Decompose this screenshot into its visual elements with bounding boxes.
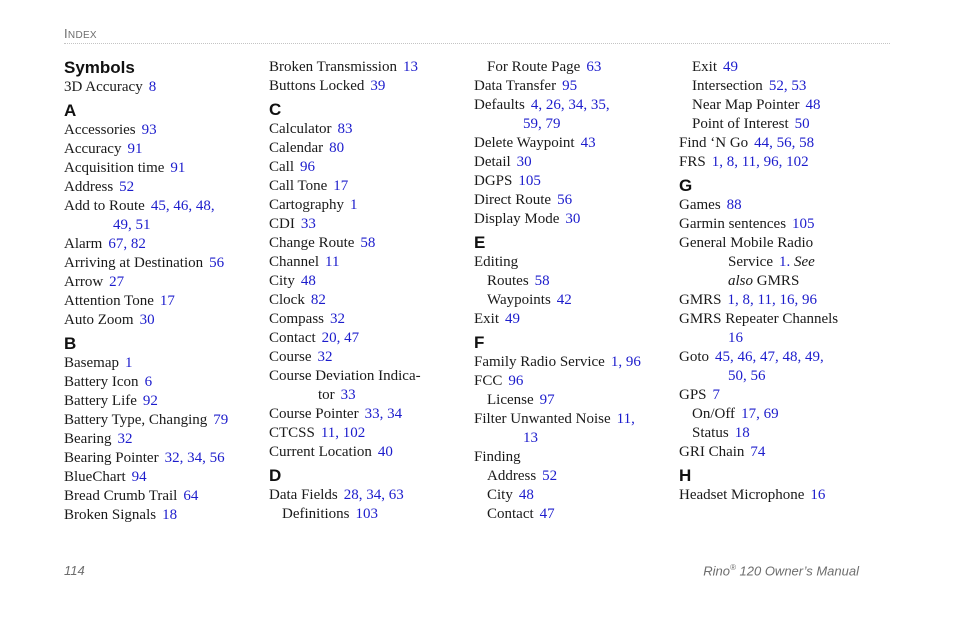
page-link[interactable]: 30 <box>516 154 532 170</box>
manual-title: Rino® 120 Owner’s Manual <box>703 563 859 579</box>
page-link[interactable]: 1, 96 <box>610 354 641 370</box>
page-link[interactable]: 48 <box>518 487 534 503</box>
section-heading-c: C <box>269 100 282 119</box>
page-link[interactable]: 13 <box>523 430 538 446</box>
page-link[interactable]: 16 <box>810 487 826 503</box>
index-entry: Bearing 32 <box>64 431 133 447</box>
index-entry: Channel 11 <box>269 254 340 270</box>
page-link[interactable]: 28, 34, 63 <box>343 487 404 503</box>
page-link[interactable]: 49 <box>723 59 738 75</box>
index-entry: Call 96 <box>269 159 315 175</box>
page-link[interactable]: 7 <box>712 387 721 403</box>
page-link[interactable]: 39 <box>370 78 386 94</box>
index-entry: Course Pointer 33, 34 <box>269 406 403 422</box>
index-entry: Detail 30 <box>474 154 532 170</box>
page-link[interactable]: 33 <box>300 216 316 232</box>
index-subentry: Status 18 <box>692 425 750 441</box>
index-entry: Contact 20, 47 <box>269 330 360 346</box>
index-entry-continuation: Service 1. See <box>728 254 815 270</box>
page-link[interactable]: 4, 26, 34, 35, <box>530 97 610 113</box>
index-entry: Buttons Locked 39 <box>269 78 386 94</box>
page-link[interactable]: 18 <box>734 425 750 441</box>
index-entry: Bread Crumb Trail 64 <box>64 488 199 504</box>
section-heading-d: D <box>269 466 282 485</box>
index-entry: GRI Chain 74 <box>679 444 766 460</box>
index-entry: GPS 7 <box>679 387 721 403</box>
page-link[interactable]: 96 <box>300 159 315 175</box>
page-link[interactable]: 56 <box>209 255 225 271</box>
page-link[interactable]: 11 <box>325 254 340 270</box>
index-entry: Delete Waypoint 43 <box>474 135 596 151</box>
page-link[interactable]: 1. <box>778 254 791 270</box>
index-entry: Clock 82 <box>269 292 326 308</box>
page-link[interactable]: 64 <box>183 488 199 504</box>
index-subentry: Point of Interest 50 <box>692 116 810 132</box>
index-entry: City 48 <box>269 273 316 289</box>
page-link[interactable]: 83 <box>337 121 353 137</box>
index-entry-continuation <box>474 429 674 448</box>
page-link[interactable]: 11, <box>616 411 635 427</box>
page-link[interactable]: 63 <box>586 59 602 75</box>
index-entry: Data Transfer 95 <box>474 78 578 94</box>
page-link[interactable]: 6 <box>144 374 153 390</box>
page-link[interactable]: 11, 102 <box>320 425 366 441</box>
index-entry: Add to Route 45, 46, 48, <box>64 198 215 214</box>
index-entry: Accessories 93 <box>64 122 157 138</box>
page-link[interactable]: 32 <box>330 311 346 327</box>
page-link[interactable]: 94 <box>131 469 147 485</box>
page-link[interactable]: 32 <box>317 349 333 365</box>
index-entry: Defaults 4, 26, 34, 35, <box>474 97 610 113</box>
index-entry-continuation <box>679 329 879 348</box>
index-subentry: On/Off 17, 69 <box>692 406 779 422</box>
page-link[interactable]: 30 <box>565 211 581 227</box>
index-subentry: City 48 <box>487 487 534 503</box>
page-link[interactable]: 32 <box>117 431 133 447</box>
page-link[interactable]: 45, 46, 48, <box>150 198 215 214</box>
section-heading-f: F <box>474 333 485 352</box>
page-link[interactable]: 43 <box>580 135 596 151</box>
index-entry: Compass 32 <box>269 311 346 327</box>
page-link[interactable]: 56 <box>557 192 573 208</box>
index-entry: Finding <box>474 449 521 465</box>
index-entry: Games 88 <box>679 197 742 213</box>
index-entry: Find ‘N Go 44, 56, 58 <box>679 135 815 151</box>
index-entry: Filter Unwanted Noise 11, <box>474 411 635 427</box>
page-link[interactable]: 74 <box>750 444 766 460</box>
page-link[interactable]: 49 <box>505 311 520 327</box>
page-link[interactable]: 103 <box>355 506 378 522</box>
index-entry: 3D Accuracy 8 <box>64 79 157 95</box>
page-link[interactable]: 91 <box>127 141 143 157</box>
index-entry: General Mobile Radio <box>679 235 814 251</box>
index-entry: CDI 33 <box>269 216 316 232</box>
index-entry: Basemap 1 <box>64 355 133 371</box>
page-link[interactable]: 79 <box>213 412 229 428</box>
page-link[interactable]: 48 <box>805 97 821 113</box>
page-link[interactable]: 17 <box>159 293 175 309</box>
page-link[interactable]: 58 <box>534 273 550 289</box>
page-link[interactable]: 50 <box>794 116 810 132</box>
page-link[interactable]: 1 <box>349 197 358 213</box>
index-entry-continuation: tor 33 <box>318 387 356 403</box>
page-link[interactable]: 80 <box>329 140 345 156</box>
index-subentry: Waypoints 42 <box>487 292 572 308</box>
section-heading-e: E <box>474 233 486 252</box>
running-header: INDEX <box>64 26 890 44</box>
index-entry-continuation: also GMRS <box>728 273 800 289</box>
page-link[interactable]: 52, 53 <box>768 78 807 94</box>
index-entry: Bearing Pointer 32, 34, 56 <box>64 450 225 466</box>
index-entry: Call Tone 17 <box>269 178 349 194</box>
page-link[interactable]: 105 <box>518 173 541 189</box>
page-link[interactable]: 88 <box>726 197 742 213</box>
page-link[interactable]: 17, 69 <box>741 406 779 422</box>
index-entry: FRS 1, 8, 11, 96, 102 <box>679 154 809 170</box>
index-entry: Arrow 27 <box>64 274 125 290</box>
page-link[interactable]: 30 <box>139 312 155 328</box>
page-link[interactable]: 40 <box>377 444 393 460</box>
index-entry: Calendar 80 <box>269 140 345 156</box>
index-entry: Auto Zoom 30 <box>64 312 155 328</box>
page-link[interactable]: 52 <box>542 468 558 484</box>
index-entry: Address 52 <box>64 179 135 195</box>
section-heading-symbols: Symbols <box>64 58 135 77</box>
index-entry-continuation <box>64 216 264 235</box>
index-subentry: Definitions 103 <box>282 506 378 522</box>
index-entry: Headset Microphone 16 <box>679 487 826 503</box>
index-entry: Goto 45, 46, 47, 48, 49, <box>679 349 824 365</box>
page-link[interactable]: 1, 8, 11, 96, 102 <box>711 154 809 170</box>
page-link[interactable]: 67, 82 <box>108 236 146 252</box>
index-entry: Broken Signals 18 <box>64 507 178 523</box>
page-link[interactable]: 92 <box>142 393 158 409</box>
index-subentry: License 97 <box>487 392 555 408</box>
index-entry: DGPS 105 <box>474 173 541 189</box>
index-entry: Course Deviation Indica- <box>269 368 421 384</box>
page-link[interactable]: 1 <box>124 355 133 371</box>
page-link[interactable]: 82 <box>310 292 326 308</box>
index-entry: Display Mode 30 <box>474 211 581 227</box>
index-subentry: Routes 58 <box>487 273 550 289</box>
index-entry: BlueChart 94 <box>64 469 147 485</box>
index-entry: GMRS Repeater Channels <box>679 311 839 327</box>
index-entry: Alarm 67, 82 <box>64 236 146 252</box>
index-subentry: Near Map Pointer 48 <box>692 97 821 113</box>
index-entry: CTCSS 11, 102 <box>269 425 366 441</box>
index-entry: Calculator 83 <box>269 121 353 137</box>
section-heading-h: H <box>679 466 692 485</box>
index-entry: FCC 96 <box>474 373 524 389</box>
page-link[interactable]: 49, 51 <box>113 217 151 233</box>
index-entry: GMRS 1, 8, 11, 16, 96 <box>679 292 817 308</box>
page-link[interactable]: 33 <box>340 387 356 403</box>
page-link[interactable]: 47 <box>539 506 555 522</box>
index-entry: Battery Life 92 <box>64 393 158 409</box>
index-column-1 <box>64 58 264 525</box>
page-link[interactable]: 16 <box>728 330 743 346</box>
index-subentry: Intersection 52, 53 <box>692 78 807 94</box>
index-entry: Data Fields 28, 34, 63 <box>269 487 404 503</box>
index-entry: Family Radio Service 1, 96 <box>474 354 641 370</box>
index-subentry: Contact 47 <box>487 506 555 522</box>
index-subentry: Exit 49 <box>692 59 738 75</box>
index-entry: Current Location 40 <box>269 444 393 460</box>
page-link[interactable]: 42 <box>556 292 572 308</box>
page-link[interactable]: 33, 34 <box>364 406 403 422</box>
index-entry: Battery Type, Changing 79 <box>64 412 229 428</box>
section-heading-g: G <box>679 176 693 195</box>
page-link[interactable]: 91 <box>170 160 186 176</box>
page-link[interactable]: 45, 46, 47, 48, 49, <box>715 349 824 365</box>
section-heading-b: B <box>64 334 77 353</box>
index-entry: Exit 49 <box>474 311 520 327</box>
index-entry: Broken Transmission 13 <box>269 59 418 75</box>
page-link[interactable]: 44, 56, 58 <box>754 135 815 151</box>
index-entry: Editing <box>474 254 519 270</box>
page-link[interactable]: 32, 34, 56 <box>164 450 225 466</box>
page-link[interactable]: 105 <box>792 216 815 232</box>
index-subentry: Address 52 <box>487 468 558 484</box>
page-link[interactable]: 48 <box>300 273 316 289</box>
index-entry: Attention Tone 17 <box>64 293 175 309</box>
page-link[interactable]: 95 <box>562 78 578 94</box>
page-number: 114 <box>64 563 85 578</box>
index-entry: Arriving at Destination 56 <box>64 255 225 271</box>
page-link[interactable]: 97 <box>539 392 555 408</box>
page-link[interactable]: 20, 47 <box>321 330 360 346</box>
page-link[interactable]: 96 <box>508 373 524 389</box>
index-column-3 <box>474 58 674 524</box>
page-link[interactable]: 13 <box>402 59 418 75</box>
page-link[interactable]: 17 <box>333 178 349 194</box>
index-entry: Course 32 <box>269 349 333 365</box>
index-entry: Garmin sentences 105 <box>679 216 815 232</box>
index-entry: Cartography 1 <box>269 197 358 213</box>
index-entry-continuation <box>474 115 674 134</box>
page-link[interactable]: 52 <box>119 179 135 195</box>
page-link[interactable]: 93 <box>141 122 157 138</box>
index-entry: Battery Icon 6 <box>64 374 153 390</box>
page-link[interactable]: 18 <box>162 507 178 523</box>
index-entry: Change Route 58 <box>269 235 376 251</box>
page-link[interactable]: 59, 79 <box>523 116 561 132</box>
index-entry-continuation <box>679 367 879 386</box>
section-heading-a: A <box>64 101 77 120</box>
index-entry: Acquisition time 91 <box>64 160 186 176</box>
page-link[interactable]: 58 <box>360 235 376 251</box>
index-column-2 <box>269 58 469 524</box>
index-entry: Accuracy 91 <box>64 141 143 157</box>
page-link[interactable]: 27 <box>109 274 125 290</box>
index-subentry: For Route Page 63 <box>487 59 602 75</box>
index-entry: Direct Route 56 <box>474 192 573 208</box>
index-column-4 <box>679 58 879 505</box>
page-link[interactable]: 1, 8, 11, 16, 96 <box>727 292 817 308</box>
page-link[interactable]: 50, 56 <box>728 368 766 384</box>
page-link[interactable]: 8 <box>148 79 157 95</box>
